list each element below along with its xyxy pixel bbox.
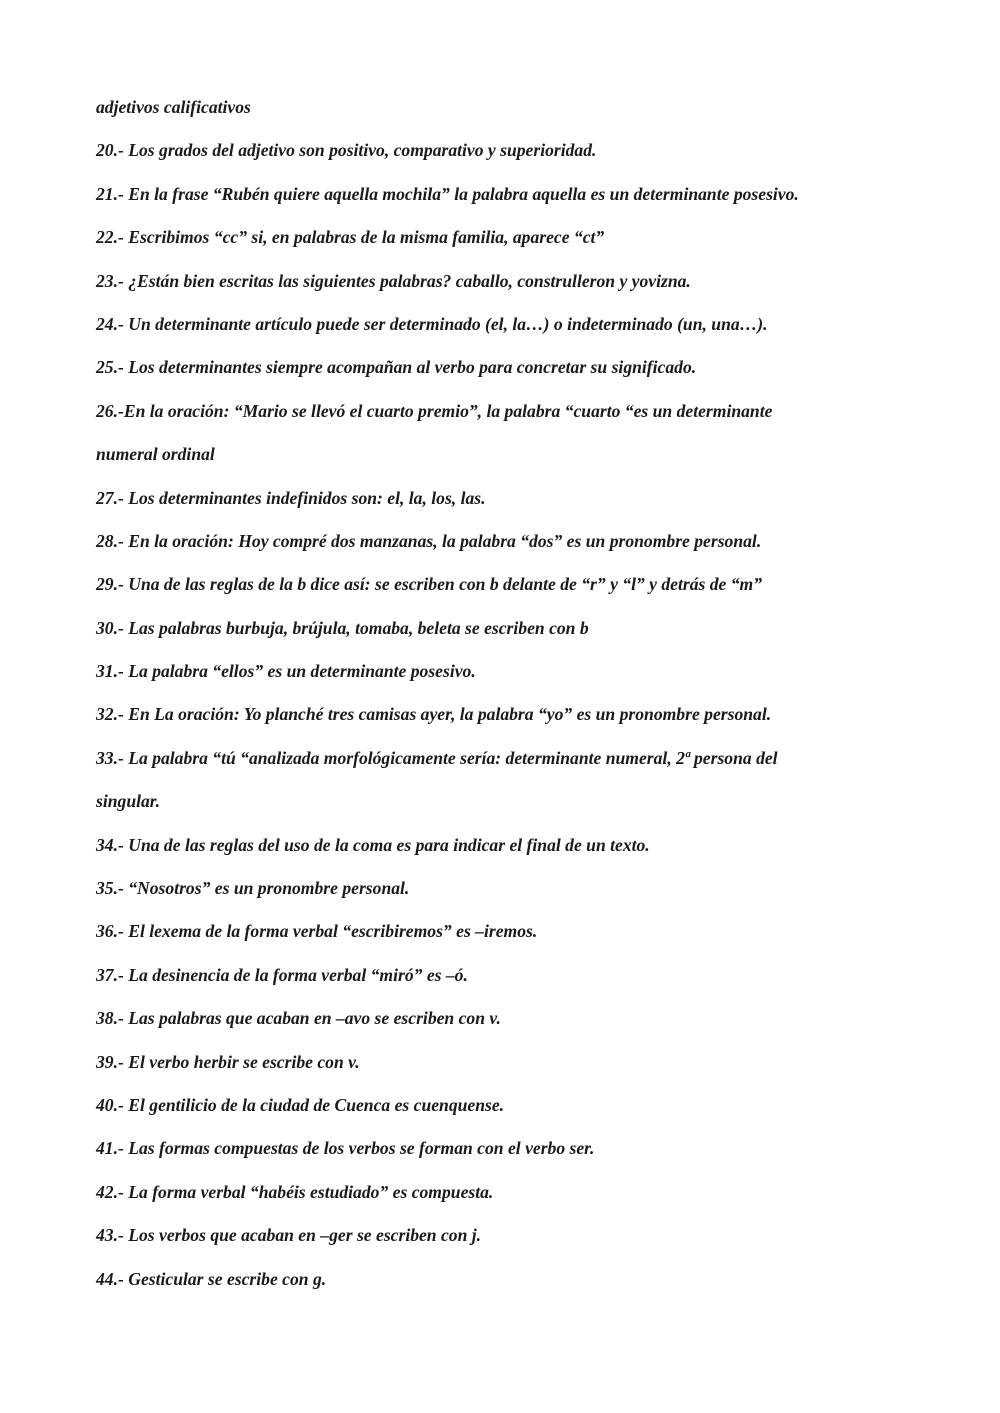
statement-31: 31.- La palabra “ellos” es un determinante posesivo. xyxy=(96,661,476,682)
statement-33-continued: singular. xyxy=(96,791,161,812)
statement-23: 23.- ¿Están bien escritas las siguientes palabras? caballo, construlleron y yovizna. xyxy=(96,270,691,291)
statement-30: 30.- Las palabras burbuja, brújula, tomaba, beleta se escriben con b xyxy=(96,617,589,638)
statement-35: 35.- “Nosotros” es un pronombre personal. xyxy=(96,878,410,899)
statement-44: 44.- Gesticular se escribe con g. xyxy=(96,1268,327,1289)
section-heading: adjetivos calificativos xyxy=(96,97,251,117)
statement-39: 39.- El verbo herbir se escribe con v. xyxy=(96,1051,360,1072)
statement-22: 22.- Escribimos “cc” si, en palabras de la misma familia, aparece “ct” xyxy=(96,227,605,248)
statement-40: 40.- El gentilicio de la ciudad de Cuenca es cuenquense. xyxy=(96,1094,505,1115)
document-body xyxy=(96,92,976,1307)
statement-27: 27.- Los determinantes indefinidos son: el, la, los, las. xyxy=(96,487,486,508)
statement-24: 24.- Un determinante artículo puede ser determinado (el, la…) o indeterminado (un, una…). xyxy=(96,313,768,334)
statement-41: 41.- Las formas compuestas de los verbos se forman con el verbo ser. xyxy=(96,1138,595,1159)
statement-38: 38.- Las palabras que acaban en –avo se escriben con v. xyxy=(96,1008,501,1029)
statement-37: 37.- La desinencia de la forma verbal “miró” es –ó. xyxy=(96,964,468,985)
statement-20: 20.- Los grados del adjetivo son positivo, comparativo y superioridad. xyxy=(96,140,597,161)
statement-42: 42.- La forma verbal “habéis estudiado” es compuesta. xyxy=(96,1181,494,1202)
statement-26-continued: numeral ordinal xyxy=(96,444,215,465)
statement-21: 21.- En la frase “Rubén quiere aquella mochila” la palabra aquella es un determinante posesivo. xyxy=(96,183,799,204)
statement-25: 25.- Los determinantes siempre acompañan al verbo para concretar su significado. xyxy=(96,357,697,378)
statement-32: 32.- En La oración: Yo planché tres camisas ayer, la palabra “yo” es un pronombre personal. xyxy=(96,704,772,725)
statement-26: 26.-En la oración: “Mario se llevó el cuarto premio”, la palabra “cuarto “es un determinante xyxy=(96,400,773,421)
statement-43: 43.- Los verbos que acaban en –ger se escriben con j. xyxy=(96,1225,482,1246)
statement-29: 29.- Una de las reglas de la b dice así: se escriben con b delante de “r” y “l” y detrás de “m” xyxy=(96,574,763,595)
statement-28: 28.- En la oración: Hoy compré dos manzanas, la palabra “dos” es un pronombre personal. xyxy=(96,530,762,551)
statement-33: 33.- La palabra “tú “analizada morfológicamente sería: determinante numeral, 2ª persona del xyxy=(96,747,778,768)
statement-34: 34.- Una de las reglas del uso de la coma es para indicar el final de un texto. xyxy=(96,834,650,855)
statement-36: 36.- El lexema de la forma verbal “escribiremos” es –iremos. xyxy=(96,921,538,942)
